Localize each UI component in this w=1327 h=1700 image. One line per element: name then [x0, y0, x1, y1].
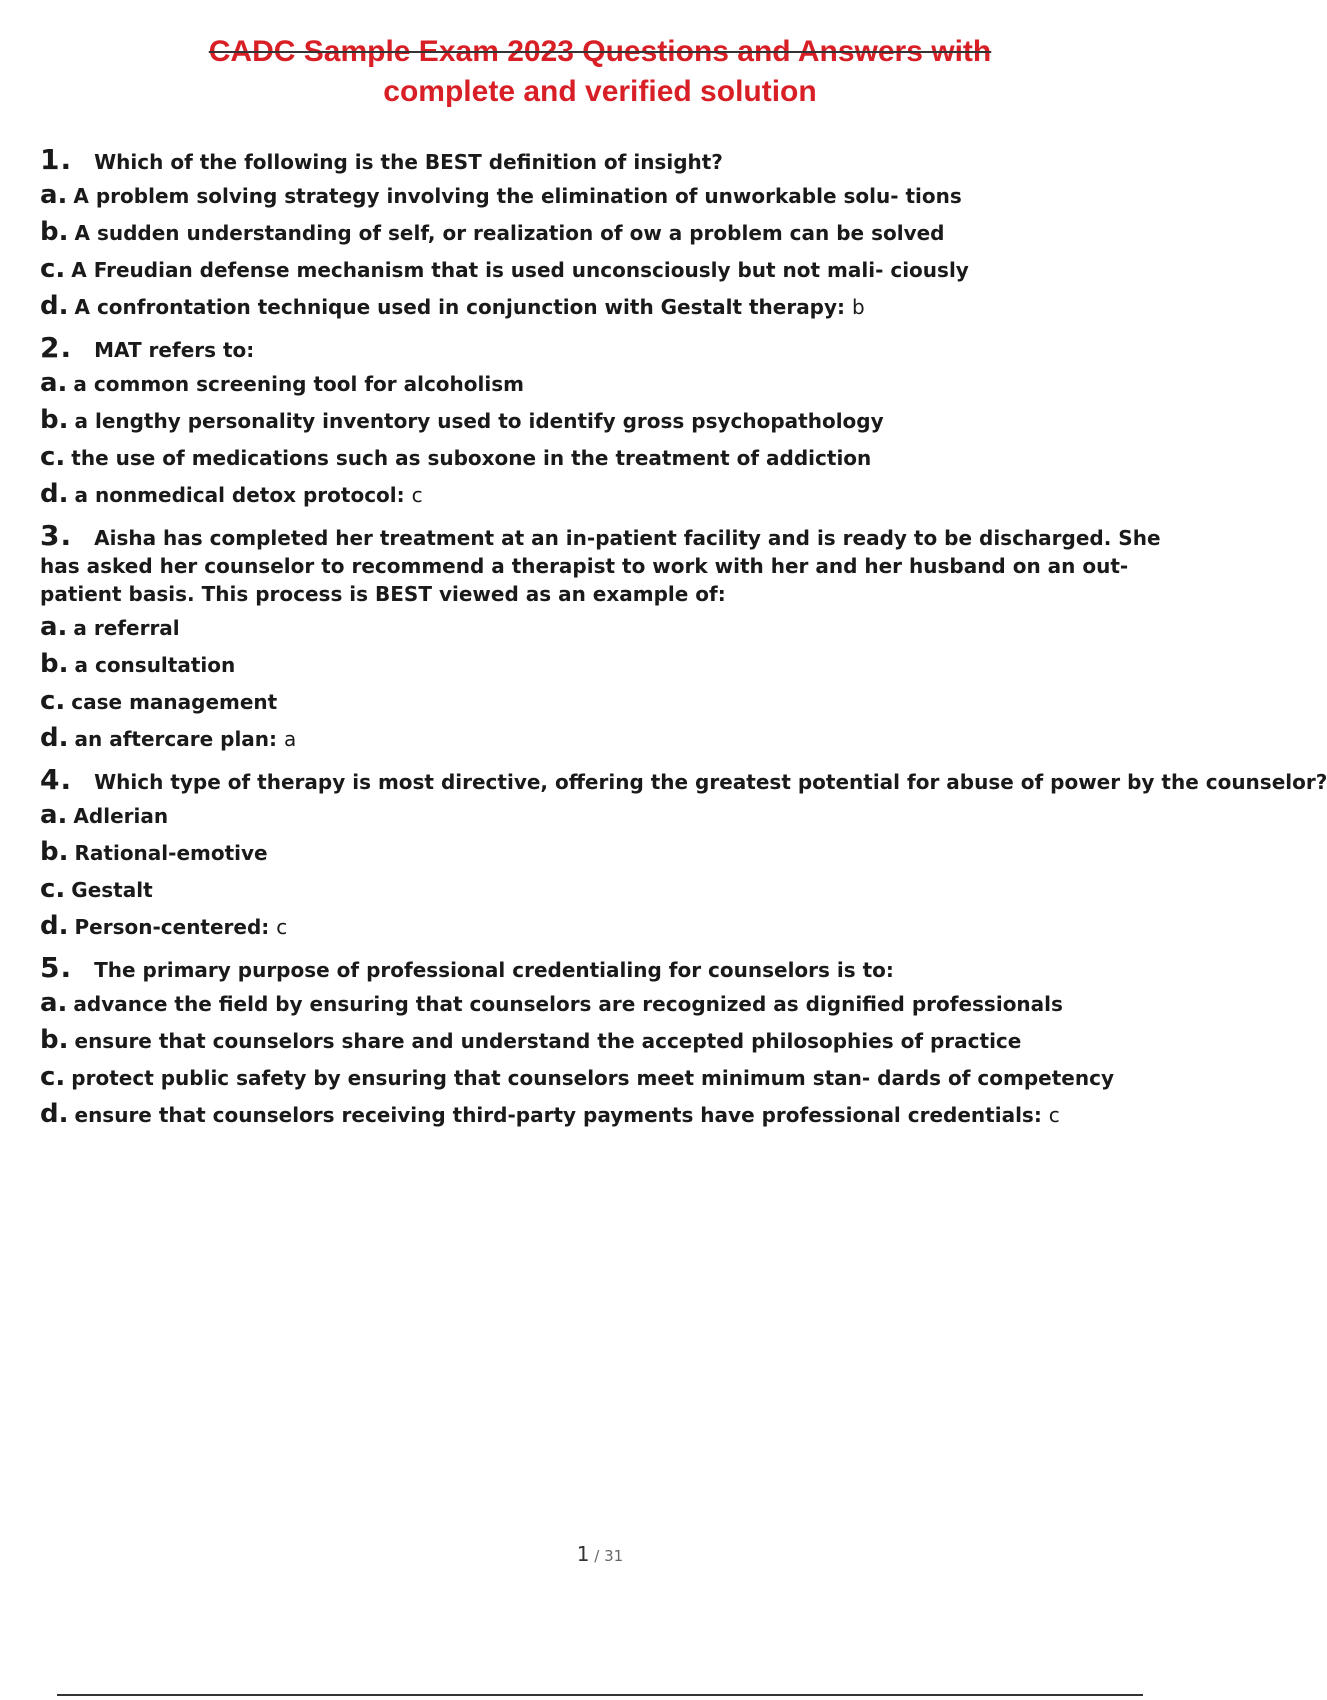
title-line-1: CADC Sample Exam 2023 Questions and Answers with	[208, 35, 992, 68]
answer-key: c	[1048, 1103, 1060, 1127]
option-text: A confrontation technique used in conjunction with Gestalt therapy:	[74, 295, 846, 319]
option-text: a common screening tool for alcoholism	[73, 372, 524, 396]
question-5	[40, 951, 1190, 1129]
answer-key: b	[852, 295, 865, 319]
option-text: Adlerian	[73, 804, 169, 828]
option-letter: c.	[40, 254, 66, 284]
question-3	[40, 519, 1190, 753]
answer-key: c	[411, 483, 423, 507]
question-list	[40, 143, 1327, 1142]
question-number: 1.	[40, 143, 73, 176]
option-a	[40, 990, 1190, 1017]
option-letter: c.	[40, 874, 66, 904]
option-d	[40, 725, 1190, 752]
page-current: 1	[576, 1542, 590, 1566]
option-text: A problem solving strategy involving the elimination of unworkable solu- tions	[73, 184, 962, 208]
page-separator: /	[589, 1547, 605, 1565]
option-c	[40, 688, 1190, 715]
option-c	[40, 256, 1190, 283]
question-number: 5.	[40, 951, 73, 984]
option-text: a consultation	[74, 653, 236, 677]
option-letter: d.	[40, 911, 69, 941]
option-text: a nonmedical detox protocol:	[74, 483, 405, 507]
option-text: advance the field by ensuring that counselors are recognized as dignified professionals	[73, 992, 1063, 1016]
option-d	[40, 293, 1190, 320]
option-text: an aftercare plan:	[74, 727, 278, 751]
option-letter: c.	[40, 442, 66, 472]
question-number: 2.	[40, 331, 73, 364]
option-c	[40, 1064, 1190, 1091]
option-letter: a.	[40, 800, 68, 830]
page-total: 31	[604, 1547, 624, 1565]
option-letter: b.	[40, 649, 69, 679]
option-letter: d.	[40, 291, 69, 321]
question-prompt: Which type of therapy is most directive, offering the greatest potential for abuse of power by the counselor?	[94, 770, 1327, 794]
option-text: Gestalt	[71, 878, 153, 902]
question-text	[40, 519, 1190, 608]
option-a	[40, 614, 1190, 641]
answer-key: a	[284, 727, 297, 751]
question-4	[40, 763, 1327, 941]
question-prompt: Aisha has completed her treatment at an in-patient facility and is ready to be discharged. She has asked her counselor to recommend a therapist to work with her and her husband on an out-patient basis. This process is BEST viewed as an example of:	[40, 526, 1161, 606]
question-prompt: MAT refers to:	[94, 338, 255, 362]
option-letter: a.	[40, 988, 68, 1018]
option-text: the use of medications such as suboxone in the treatment of addiction	[71, 446, 872, 470]
option-letter: b.	[40, 1025, 69, 1055]
option-d	[40, 913, 1190, 940]
question-text	[40, 763, 1327, 796]
question-2	[40, 331, 1190, 509]
option-text: a lengthy personality inventory used to identify gross psychopathology	[74, 409, 884, 433]
option-letter: a.	[40, 612, 68, 642]
option-c	[40, 444, 1190, 471]
title-line-2: complete and verified solution	[383, 75, 817, 108]
option-text: Rational-emotive	[74, 841, 268, 865]
question-number: 3.	[40, 519, 73, 552]
option-text: Person-centered:	[74, 915, 270, 939]
option-text: a referral	[73, 616, 180, 640]
option-letter: c.	[40, 1062, 66, 1092]
option-text: protect public safety by ensuring that counselors meet minimum stan- dards of competency	[71, 1066, 1114, 1090]
question-text	[40, 143, 1190, 176]
option-letter: c.	[40, 686, 66, 716]
question-number: 4.	[40, 763, 73, 796]
option-b	[40, 219, 1190, 246]
option-text: case management	[71, 690, 278, 714]
option-text: A Freudian defense mechanism that is used unconsciously but not mali- ciously	[71, 258, 969, 282]
question-prompt: Which of the following is the BEST definition of insight?	[94, 150, 723, 174]
option-letter: b.	[40, 217, 69, 247]
option-b	[40, 407, 1190, 434]
bottom-divider	[57, 1694, 1143, 1696]
option-letter: d.	[40, 723, 69, 753]
option-b	[40, 1027, 1190, 1054]
option-letter: a.	[40, 180, 68, 210]
option-a	[40, 370, 1190, 397]
question-text	[40, 951, 1190, 984]
option-letter: b.	[40, 405, 69, 435]
question-prompt: The primary purpose of professional credentialing for counselors is to:	[94, 958, 894, 982]
answer-key: c	[276, 915, 288, 939]
option-text: ensure that counselors share and understand the accepted philosophies of practice	[74, 1029, 1022, 1053]
page-number	[0, 1542, 1200, 1566]
option-c	[40, 876, 1190, 903]
option-letter: a.	[40, 368, 68, 398]
option-text: ensure that counselors receiving third-party payments have professional credentials:	[74, 1103, 1042, 1127]
option-a	[40, 802, 1190, 829]
question-text	[40, 331, 1190, 364]
option-b	[40, 651, 1190, 678]
option-letter: d.	[40, 479, 69, 509]
document-title	[0, 32, 1200, 112]
option-b	[40, 839, 1190, 866]
question-1	[40, 143, 1190, 321]
option-d	[40, 481, 1190, 508]
option-a	[40, 182, 1190, 209]
option-letter: b.	[40, 837, 69, 867]
option-d	[40, 1101, 1190, 1128]
option-text: A sudden understanding of self, or realization of ow a problem can be solved	[74, 221, 945, 245]
option-letter: d.	[40, 1099, 69, 1129]
